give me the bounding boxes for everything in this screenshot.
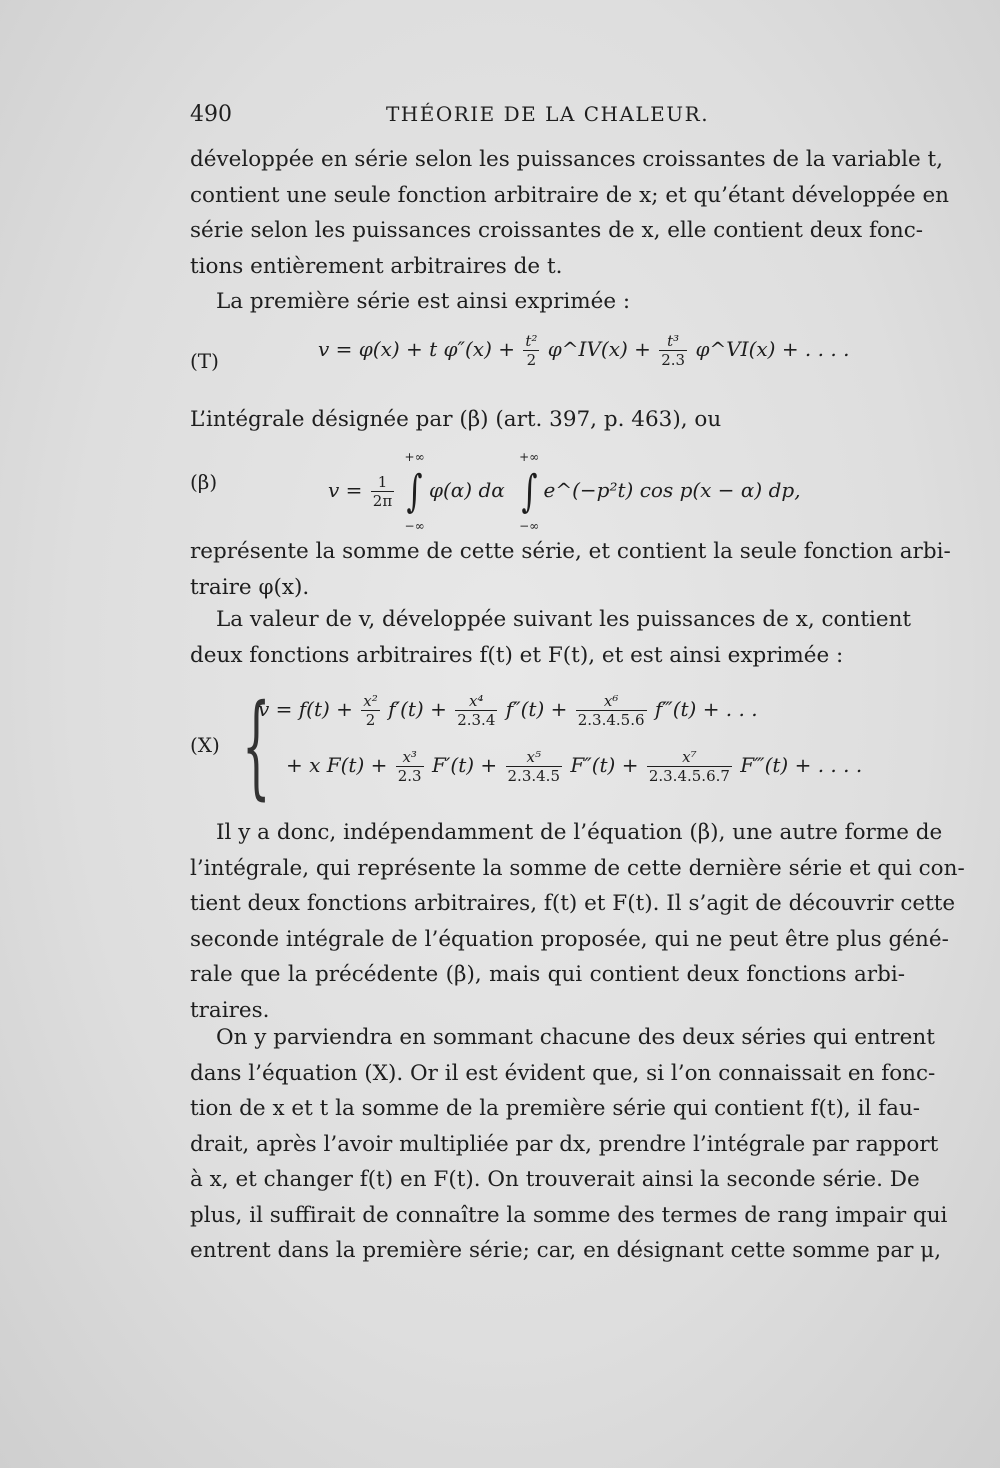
equation-beta bbox=[328, 448, 801, 535]
text-line: deux fonctions arbitraires f(t) et F(t), et est ainsi exprimée : bbox=[190, 642, 844, 668]
fraction bbox=[371, 473, 394, 510]
integral-upper-limit: +∞ bbox=[519, 450, 540, 464]
text-line: L’intégrale désignée par (β) (art. 397, p. 463), ou bbox=[190, 407, 722, 432]
text-line: entrent dans la première série; car, en désignant cette somme par μ, bbox=[190, 1238, 942, 1263]
text-line: rale que la précédente (β), mais qui contient deux fonctions arbi- bbox=[190, 962, 905, 987]
eq-term: v = φ(x) + t φ″(x) + bbox=[318, 337, 516, 361]
equation-label-beta: (β) bbox=[190, 470, 218, 494]
fraction-numerator: t³ bbox=[667, 332, 680, 350]
paragraph-7 bbox=[190, 1020, 948, 1269]
fraction bbox=[361, 692, 379, 729]
text-line: développée en série selon les puissances croissantes de la variable t, bbox=[190, 147, 943, 172]
integral-lower-limit: −∞ bbox=[404, 519, 425, 533]
eq-term: v = bbox=[328, 478, 363, 502]
fraction bbox=[506, 748, 562, 785]
fraction-numerator: x⁶ bbox=[603, 692, 619, 710]
text-line: seconde intégrale de l’équation proposée, qui ne peut être plus géné- bbox=[190, 926, 949, 952]
fraction-numerator: x⁷ bbox=[682, 748, 697, 766]
fraction-denominator: 2 bbox=[361, 710, 379, 729]
eq-term: f‴(t) + . . . bbox=[654, 697, 758, 721]
fraction bbox=[576, 692, 647, 729]
text-line: à x, et changer f(t) en F(t). On trouverait ainsi la seconde série. De bbox=[190, 1167, 920, 1192]
text-line: La première série est ainsi exprimée : bbox=[216, 289, 631, 314]
eq-term: φ^VI(x) + . . . . bbox=[695, 337, 850, 361]
text-line: tions entièrement arbitraires de t. bbox=[190, 253, 563, 279]
fraction-denominator: 2π bbox=[372, 492, 393, 510]
integral-limits bbox=[403, 448, 427, 535]
text-line: tient deux fonctions arbitraires, f(t) et F(t). Il s’agit de découvrir cette bbox=[190, 891, 956, 916]
fraction-denominator: 2.3 bbox=[397, 767, 422, 785]
page-number: 490 bbox=[190, 102, 232, 127]
integral-sign: ∫ bbox=[406, 466, 423, 517]
eq-term: v = f(t) + bbox=[258, 697, 353, 721]
running-title: THÉORIE DE LA CHALEUR. bbox=[385, 102, 710, 126]
integral-lower-limit: −∞ bbox=[519, 519, 540, 533]
text-line: drait, après l’avoir multipliée par dx, prendre l’intégrale par rapport bbox=[190, 1131, 939, 1157]
equation-label-T: (T) bbox=[190, 349, 219, 373]
eq-term: F′(t) + bbox=[431, 753, 498, 777]
integral-sign: ∫ bbox=[521, 466, 538, 517]
fraction-numerator: x³ bbox=[402, 748, 417, 766]
equation-X-row-1 bbox=[258, 692, 758, 729]
system-brace: { bbox=[242, 681, 271, 811]
fraction bbox=[455, 692, 497, 729]
eq-term: F″(t) + bbox=[570, 753, 639, 777]
integral-upper-limit: +∞ bbox=[404, 450, 425, 464]
text-line: contient une seule fonction arbitraire de x; et qu’étant développée en bbox=[190, 182, 950, 208]
fraction-denominator: 2.3.4.5.6.7 bbox=[648, 767, 730, 785]
text-line: série selon les puissances croissantes de x, elle contient deux fonc- bbox=[190, 218, 924, 243]
eq-term: F‴(t) + . . . . bbox=[740, 753, 863, 777]
fraction-denominator: 2.3.4.5 bbox=[507, 767, 560, 785]
text-line: représente la somme de cette série, et contient la seule fonction arbi- bbox=[190, 539, 951, 564]
eq-term: f″(t) + bbox=[505, 697, 568, 721]
text-line: La valeur de v, développée suivant les puissances de x, contient bbox=[216, 607, 912, 632]
equation-X-row-2 bbox=[286, 748, 862, 785]
fraction bbox=[523, 332, 539, 369]
paragraph-6 bbox=[190, 815, 965, 1028]
fraction bbox=[647, 748, 732, 785]
page-header bbox=[190, 102, 905, 132]
fraction-denominator: 2.3.4.5.6 bbox=[577, 711, 645, 729]
paragraph-5 bbox=[190, 602, 912, 673]
fraction bbox=[396, 748, 424, 785]
text-line: traire φ(x). bbox=[190, 574, 310, 600]
text-line: plus, il suffirait de connaître la somme des termes de rang impair qui bbox=[190, 1202, 948, 1228]
paragraph-1 bbox=[190, 142, 950, 284]
paragraph-3 bbox=[190, 402, 905, 438]
equation-label-X: (X) bbox=[190, 733, 220, 757]
fraction-numerator: x⁴ bbox=[469, 692, 484, 710]
text-line: On y parviendra en sommant chacune des deux séries qui entrent bbox=[216, 1025, 935, 1050]
paragraph-4 bbox=[190, 534, 951, 605]
fraction-numerator: 1 bbox=[377, 473, 388, 491]
text-line: traires. bbox=[190, 997, 270, 1023]
fraction-numerator: t² bbox=[525, 332, 538, 350]
fraction-denominator: 2.3 bbox=[661, 351, 686, 369]
text-line: tion de x et t la somme de la première série qui contient f(t), il fau- bbox=[190, 1096, 921, 1121]
equation-T bbox=[318, 332, 849, 369]
paragraph-2 bbox=[190, 284, 905, 320]
text-line: dans l’équation (X). Or il est évident que, si l’on connaissait en fonc- bbox=[190, 1060, 936, 1086]
eq-term: e^(−p²t) cos p(x − α) dp, bbox=[543, 478, 801, 502]
eq-term: φ^IV(x) + bbox=[547, 337, 651, 361]
eq-term: φ(α) dα bbox=[428, 478, 505, 502]
fraction-denominator: 2.3.4 bbox=[457, 711, 496, 729]
fraction-denominator: 2 bbox=[523, 350, 539, 369]
fraction-numerator: x² bbox=[363, 692, 378, 710]
text-line: Il y a donc, indépendamment de l’équation (β), une autre forme de bbox=[216, 820, 943, 845]
text-line: l’intégrale, qui représente la somme de cette dernière série et qui con- bbox=[190, 855, 965, 881]
fraction-numerator: x⁵ bbox=[526, 748, 541, 766]
fraction bbox=[659, 332, 687, 369]
integral-limits bbox=[517, 448, 541, 535]
eq-term: f′(t) + bbox=[388, 697, 447, 721]
eq-term: + x F(t) + bbox=[286, 753, 388, 777]
